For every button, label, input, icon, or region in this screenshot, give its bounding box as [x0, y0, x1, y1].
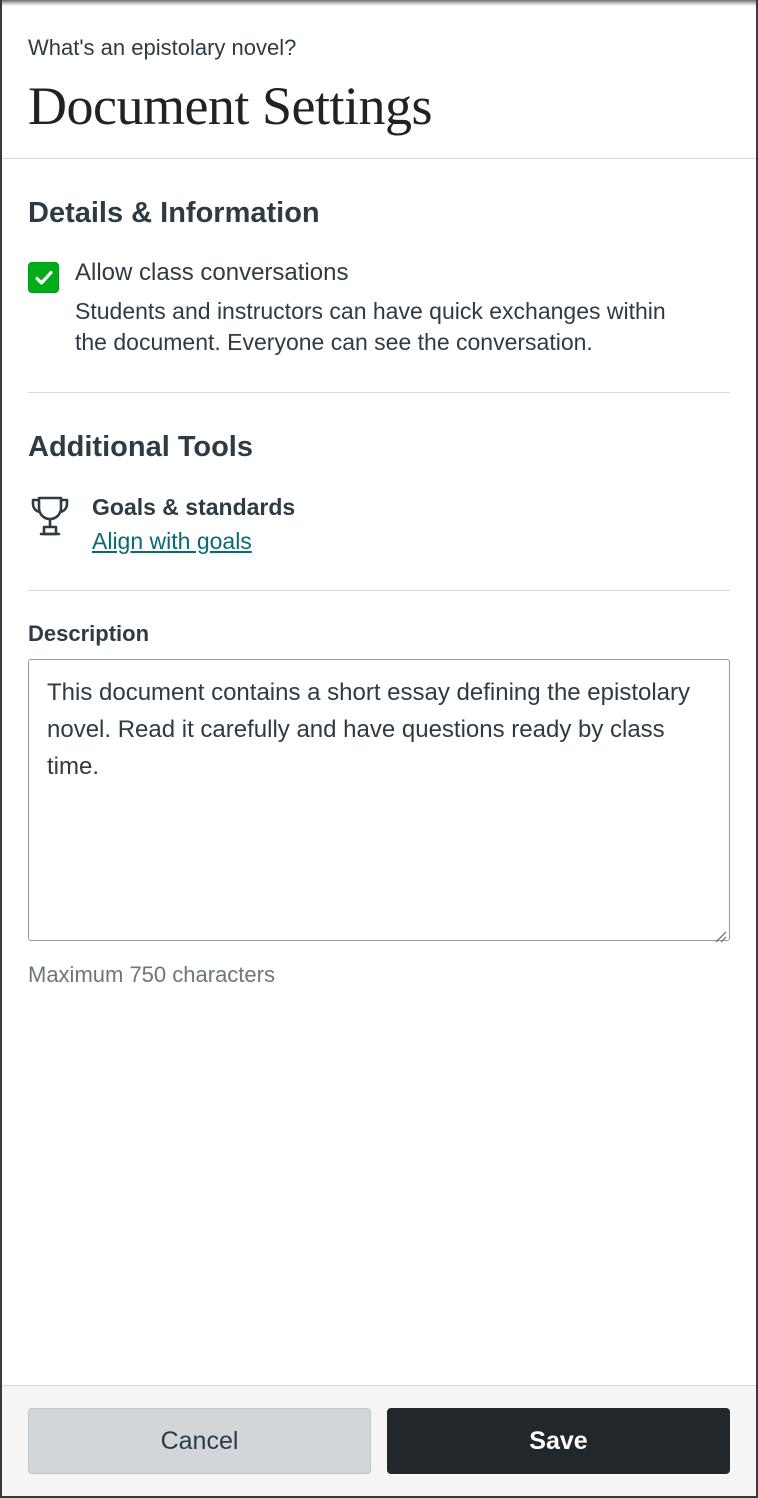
description-input[interactable]: [28, 659, 730, 941]
panel-top-shadow: [2, 0, 756, 6]
allow-class-conversations-label: Allow class conversations: [75, 259, 349, 286]
panel-header: [2, 0, 756, 159]
additional-tools-section-title: Additional Tools: [28, 431, 253, 463]
trophy-icon: [28, 492, 72, 540]
page-title: Document Settings: [28, 76, 432, 136]
allow-class-conversations-description: Students and instructors can have quick exchanges within the document. Everyone can see the conversation.: [75, 298, 666, 355]
panel-footer: [2, 1385, 756, 1496]
align-with-goals-link[interactable]: Align with goals: [92, 528, 252, 554]
divider-details: [28, 392, 730, 393]
description-hint: Maximum 750 characters: [28, 962, 275, 987]
allow-class-conversations-checkbox[interactable]: [28, 262, 59, 293]
save-button[interactable]: Save: [387, 1408, 730, 1474]
allow-class-conversations-row[interactable]: [28, 258, 730, 358]
divider-tools: [28, 590, 730, 591]
description-label: Description: [28, 621, 150, 646]
tool-goals-standards: [28, 492, 730, 556]
cancel-button[interactable]: Cancel: [28, 1408, 371, 1474]
description-field-wrapper: [28, 659, 730, 946]
panel-body: [2, 159, 756, 1385]
breadcrumb: What's an epistolary novel?: [28, 35, 297, 60]
details-section-title: Details & Information: [28, 197, 320, 229]
tool-name-goals-standards: Goals & standards: [92, 494, 296, 520]
